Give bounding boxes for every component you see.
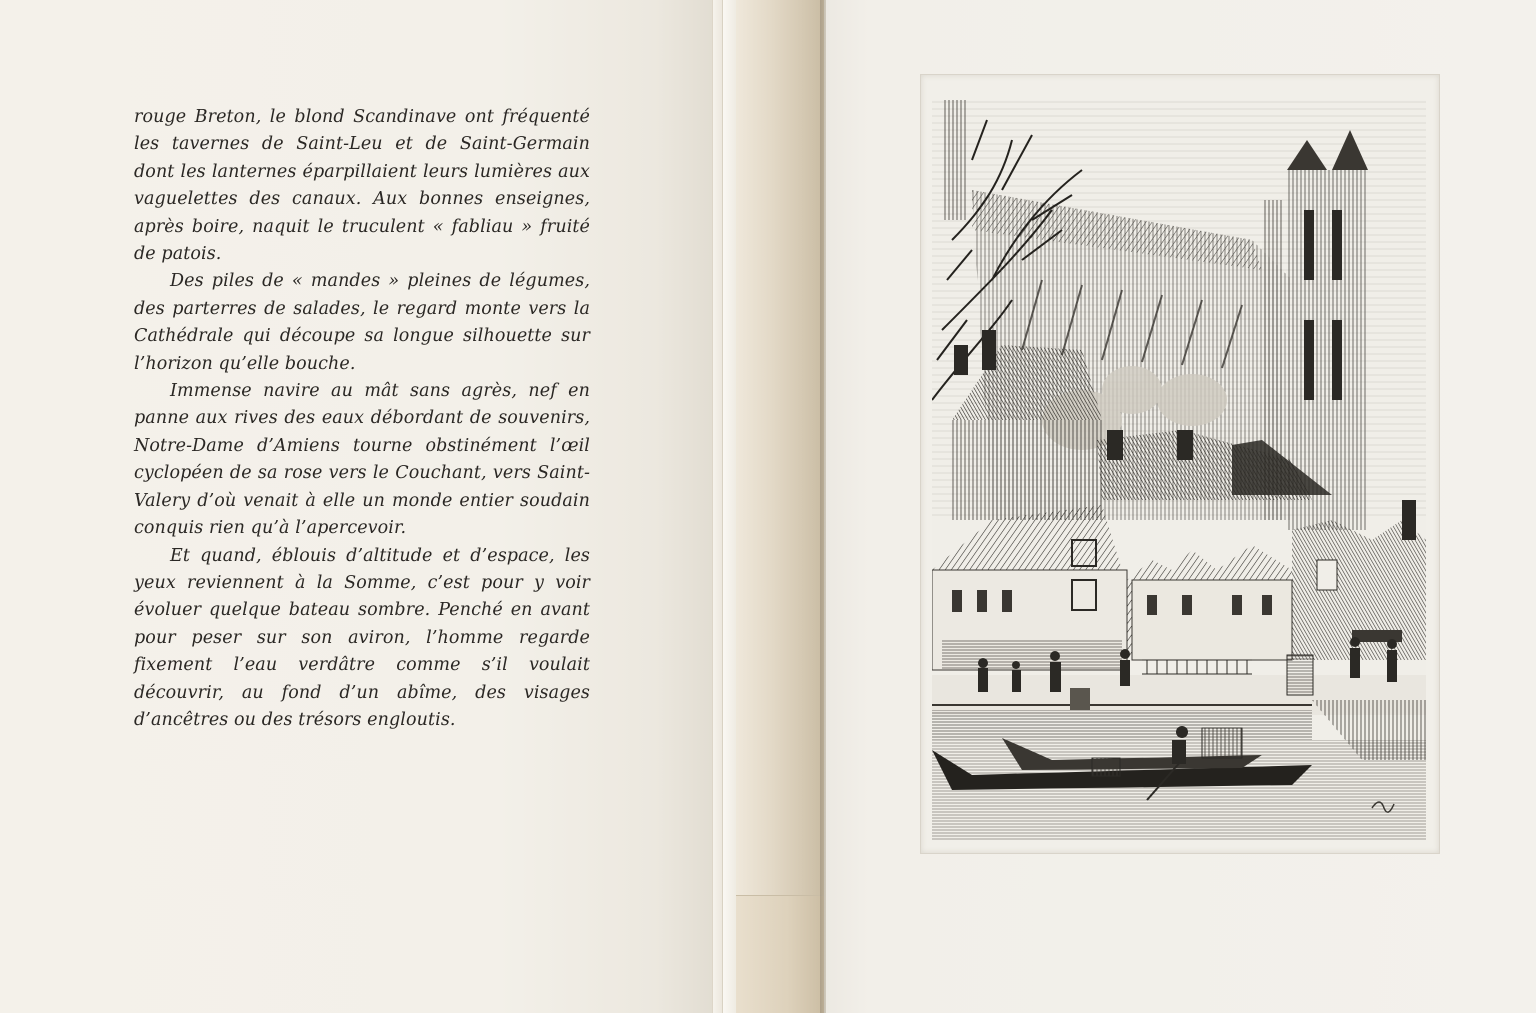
paragraph-3: Immense navire au mât sans agrès, nef en panne aux rives des eaux débordant de souvenirs, Notre-Dame d’Amiens tourne obstinément l’œil cyclopéen de sa rose vers le Couchant, vers Saint-Valery d’où venait à elle un monde entier soudain conquis rien qu’à l’apercevoir. [134, 381, 590, 539]
book-gutter [736, 0, 824, 1013]
paragraph-4: Et quand, éblouis d’altitude et d’espace, les yeux reviennent à la Somme, c’est pour y voir évoluer quelque bateau sombre. Penché en avant pour peser sur son aviron, l’homme regarde fixement l’eau verdâtre comme s’il voulait découvrir, au fond d’un abîme, des visages d’ancêtres ou des trésors engloutis. [134, 545, 590, 730]
page-edge-sheet [722, 0, 737, 1013]
left-page [0, 0, 712, 1013]
etching-illustration [932, 100, 1426, 840]
text-block [134, 104, 590, 734]
paragraph-1: rouge Breton, le blond Scandinave ont fréquenté les tavernes de Saint-Leu et de Saint-Germain dont les lanternes éparpillaient leurs lumières aux vaguelettes des canaux. Aux bonnes enseignes, après boire, naquit le truculent « fabliau » fruité de patois. [134, 107, 590, 265]
paragraph-2: Des piles de « mandes » pleines de légumes, des parterres de salades, le regard monte vers la Cathédrale qui découpe sa longue silhouette sur l’horizon qu’elle bouche. [134, 271, 590, 374]
folded-tissue [736, 895, 824, 1013]
